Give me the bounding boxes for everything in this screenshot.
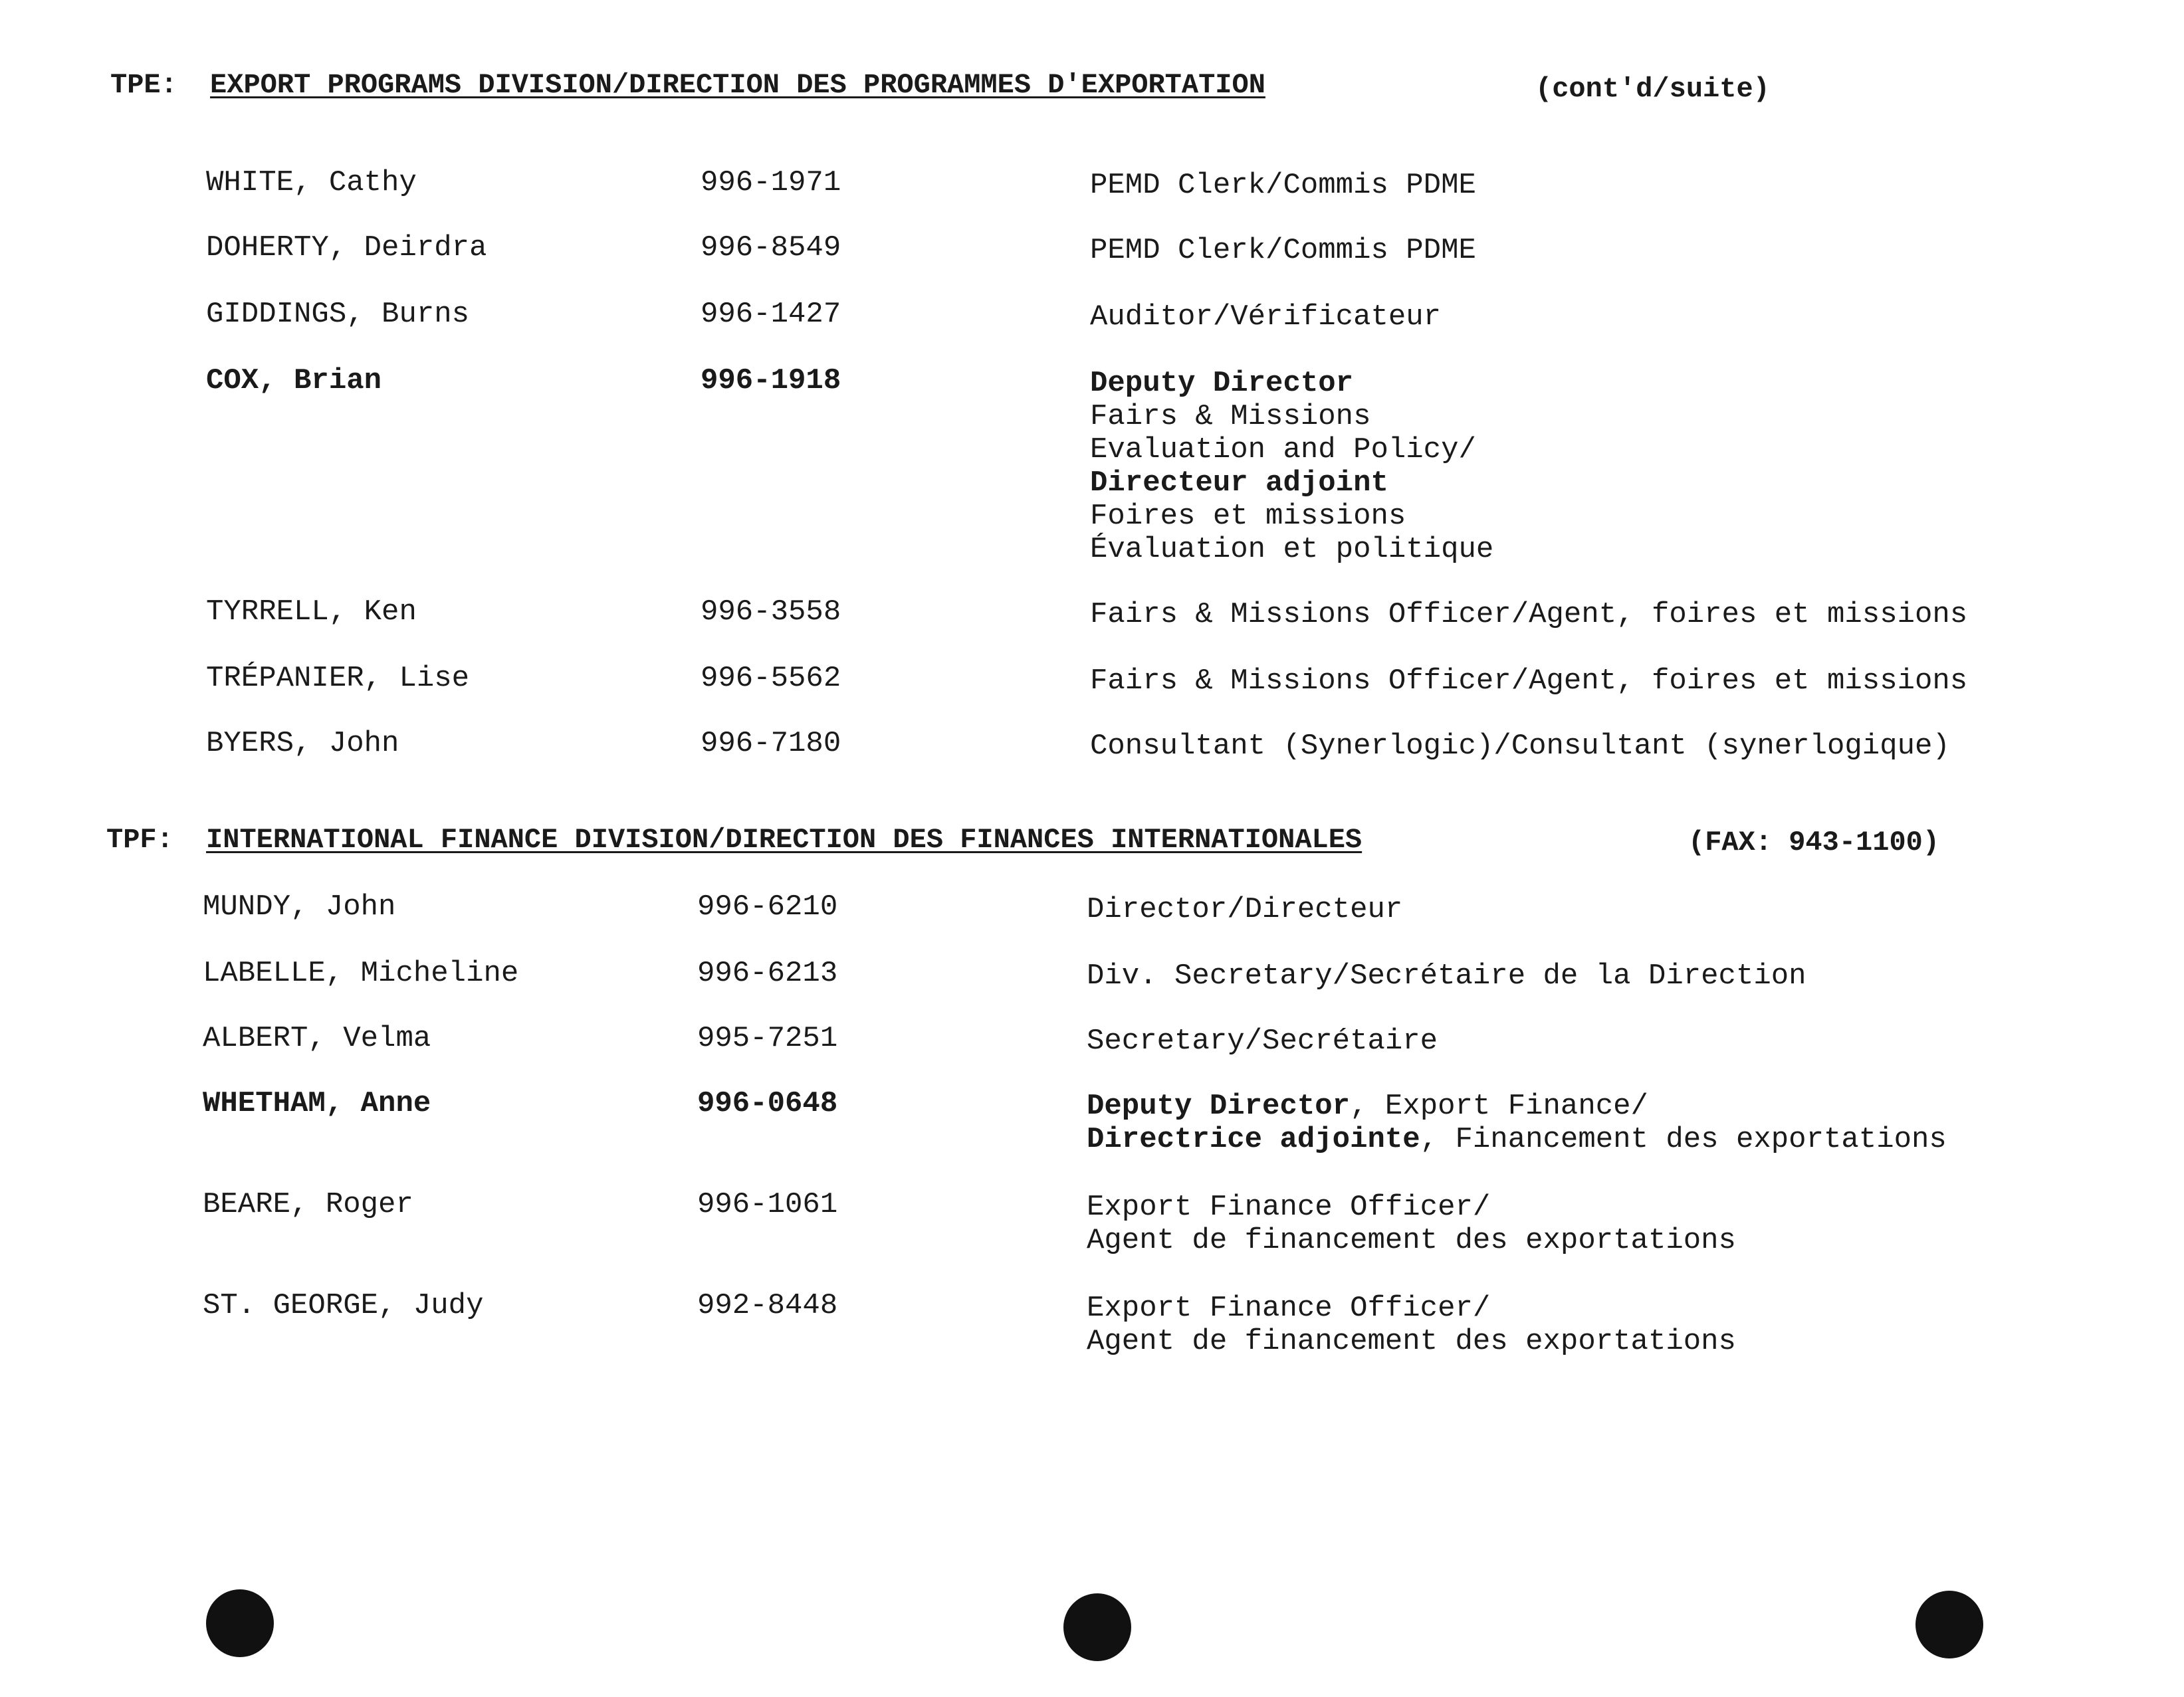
entry-phone: 996-8549 — [701, 231, 841, 264]
entry-name: ST. GEORGE, Judy — [203, 1289, 484, 1322]
entry-phone: 996-3558 — [701, 595, 841, 629]
entry-name: BYERS, John — [206, 727, 399, 760]
section-title: EXPORT PROGRAMS DIVISION/DIRECTION DES PROGRAMMES D'EXPORTATION — [210, 69, 1265, 101]
entry-title: PEMD Clerk/Commis PDME — [1090, 234, 1476, 267]
entry-title — [1087, 1191, 1736, 1257]
section-note: (cont'd/suite) — [1535, 73, 1770, 105]
punch-hole — [206, 1589, 274, 1657]
entry-phone: 996-6210 — [697, 890, 838, 924]
entry-phone: 996-0648 — [697, 1087, 838, 1120]
entry-phone: 996-5562 — [701, 662, 841, 695]
title-line: Directeur adjoint — [1090, 466, 1388, 500]
title-line: Foires et missions — [1090, 500, 1406, 533]
title-line: Export Finance Officer/ — [1087, 1292, 1491, 1325]
entry-title: Auditor/Vérificateur — [1090, 300, 1442, 334]
entry-name: ALBERT, Velma — [203, 1022, 431, 1055]
punch-hole — [1063, 1593, 1131, 1661]
title-bold: Deputy Director — [1087, 1090, 1351, 1123]
section-title: INTERNATIONAL FINANCE DIVISION/DIRECTION DES FINANCES INTERNATIONALES — [206, 824, 1363, 856]
entry-title: Div. Secretary/Secrétaire de la Direction — [1087, 959, 1806, 993]
title-line: Fairs & Missions — [1090, 400, 1371, 433]
entry-phone: 996-1061 — [697, 1188, 838, 1221]
entry-name: WHETHAM, Anne — [203, 1087, 431, 1120]
section-note: (FAX: 943-1100) — [1688, 827, 1940, 858]
entry-phone: 996-1918 — [701, 364, 841, 397]
entry-phone: 996-1427 — [701, 298, 841, 331]
title-rest: , Export Finance/ — [1350, 1090, 1648, 1123]
title-line: Deputy Director — [1090, 367, 1354, 400]
entry-name: TYRRELL, Ken — [206, 595, 417, 629]
entry-title — [1087, 1090, 1947, 1156]
title-line: Evaluation and Policy/ — [1090, 433, 1476, 466]
entry-title: Director/Directeur — [1087, 893, 1403, 926]
title-line — [1087, 1123, 1947, 1156]
section-code: TPE: — [110, 69, 177, 101]
entry-name: COX, Brian — [206, 364, 382, 397]
title-line: Évaluation et politique — [1090, 533, 1494, 566]
section-code: TPF: — [106, 824, 173, 856]
entry-title: Secretary/Secrétaire — [1087, 1025, 1438, 1058]
punch-hole — [1915, 1591, 1983, 1658]
entry-title: PEMD Clerk/Commis PDME — [1090, 169, 1476, 202]
entry-name: DOHERTY, Deirdra — [206, 231, 487, 264]
entry-phone: 996-1971 — [701, 166, 841, 199]
entry-name: TRÉPANIER, Lise — [206, 662, 470, 695]
title-line: Export Finance Officer/ — [1087, 1191, 1491, 1224]
title-line: Agent de financement des exportations — [1087, 1224, 1736, 1257]
entry-title: Consultant (Synerlogic)/Consultant (synerlogique) — [1090, 730, 1950, 763]
entry-title: Fairs & Missions Officer/Agent, foires et missions — [1090, 664, 1968, 698]
entry-phone: 992-8448 — [697, 1289, 838, 1322]
entry-name: BEARE, Roger — [203, 1188, 413, 1221]
entry-name: WHITE, Cathy — [206, 166, 417, 199]
entry-phone: 995-7251 — [697, 1022, 838, 1055]
entry-phone: 996-7180 — [701, 727, 841, 760]
title-rest: , Financement des exportations — [1420, 1123, 1947, 1156]
entry-name: MUNDY, John — [203, 890, 396, 924]
section-header-tpf — [106, 824, 1362, 856]
entry-name: GIDDINGS, Burns — [206, 298, 470, 331]
section-header-tpe — [110, 69, 1265, 101]
entry-title — [1087, 1292, 1736, 1358]
entry-title — [1090, 367, 1493, 566]
title-bold: Directrice adjointe — [1087, 1123, 1420, 1156]
entry-name: LABELLE, Micheline — [203, 957, 519, 990]
entry-title: Fairs & Missions Officer/Agent, foires et missions — [1090, 598, 1968, 631]
entry-phone: 996-6213 — [697, 957, 838, 990]
title-line: Agent de financement des exportations — [1087, 1325, 1736, 1358]
title-line — [1087, 1090, 1947, 1123]
